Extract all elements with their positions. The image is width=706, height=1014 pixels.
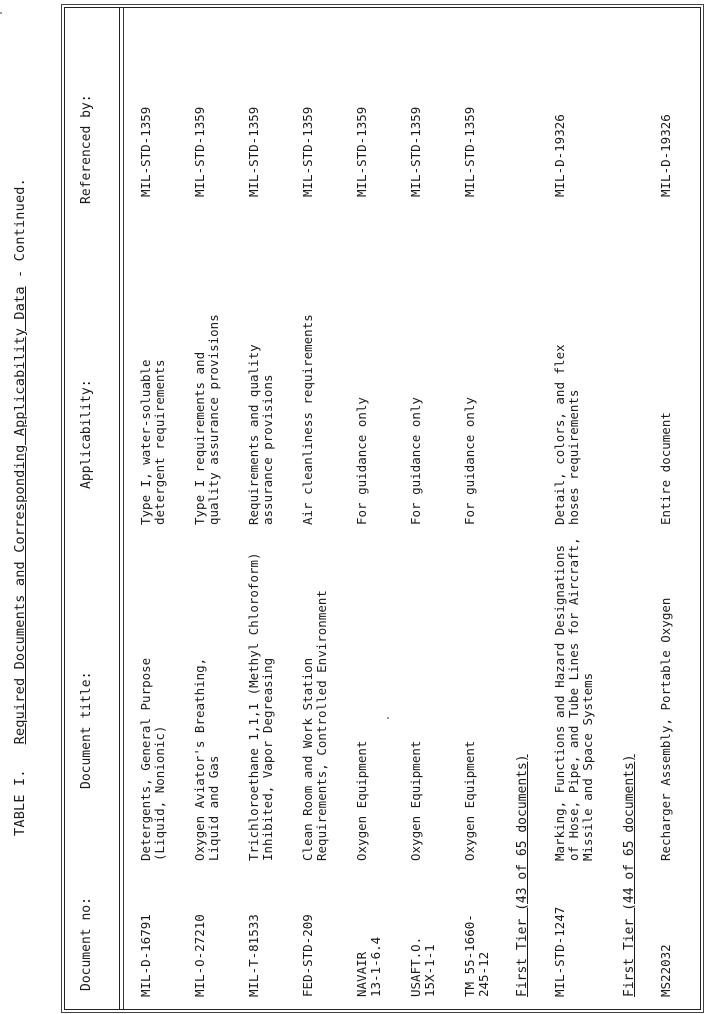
header-document-title: Document title: [79, 671, 94, 789]
table-row-tier1-applicability: Detail, colors, and flex hoses requirements [552, 344, 581, 525]
table-row-6-applicability: For guidance only [408, 397, 423, 525]
header-rule-double [123, 8, 124, 1009]
table-row-1-doc-no: MIL-D-16791 [138, 914, 153, 997]
table-row-tier2-doc-title: Recharger Assembly, Portable Oxygen [658, 597, 673, 861]
header-rule [119, 8, 120, 1009]
table-row-2-doc-no: MIL-O-27210 [192, 914, 207, 997]
table-row-5-applicability: For guidance only [354, 397, 369, 525]
table-row-2-doc-title: Oxygen Aviator's Breathing, Liquid and Gas [192, 657, 221, 861]
table-row-1-referenced-by: MIL-STD-1359 [138, 106, 153, 197]
table-row-6-doc-title: Oxygen Equipment [408, 740, 423, 861]
tier-heading-44: First Tier (44 of 65 documents) [622, 754, 637, 997]
table-caption [12, 0, 28, 1014]
table-row-1-applicability: Type I, water-soluable detergent requirements [138, 359, 167, 525]
scan-speck-margin [0, 12, 2, 14]
table-row-7-doc-title: Oxygen Equipment [462, 740, 477, 861]
table-row-1-doc-title: Detergents, General Purpose (Liquid, Nonionic) [138, 657, 167, 861]
scan-speck [387, 717, 389, 719]
caption-prefix: TABLE I. [12, 769, 28, 836]
table-row-2-referenced-by: MIL-STD-1359 [192, 106, 207, 197]
header-applicability: Applicability: [79, 379, 94, 489]
table-row-3-applicability: Requirements and quality assurance provisions [246, 344, 275, 525]
table-row-6-doc-no: USAFT.O. 15X-1-1 [408, 936, 437, 997]
table-row-tier2-applicability: Entire document [658, 412, 673, 525]
tier-heading-43: First Tier (43 of 65 documents) [515, 754, 530, 997]
table-row-3-referenced-by: MIL-STD-1359 [246, 106, 261, 197]
table-row-4-referenced-by: MIL-STD-1359 [300, 106, 315, 197]
table-row-7-doc-no: TM 55-1660- 245-12 [462, 914, 491, 997]
table-row-5-doc-title: Oxygen Equipment [354, 740, 369, 861]
header-referenced-by: Referenced by: [79, 94, 94, 204]
table-row-tier1-doc-title: Marking, Functions and Hazard Designations of Hose, Pipe, and Tube Lines for Aircraft, Missile and Space Systems [552, 537, 595, 861]
table-row-6-referenced-by: MIL-STD-1359 [408, 106, 423, 197]
table-row-4-doc-no: FED-STD-209 [300, 914, 315, 997]
table-row-5-doc-no: NAVAIR 13-1-6.4 [354, 936, 383, 997]
caption-title: Required Documents and Corresponding Applicability Data [12, 286, 28, 745]
table-row-3-doc-no: MIL-T-81533 [246, 914, 261, 997]
table-frame [64, 7, 701, 1010]
table-row-7-referenced-by: MIL-STD-1359 [462, 106, 477, 197]
table-row-tier1-doc-no: MIL-STD-1247 [552, 906, 567, 997]
table-row-4-applicability: Air cleanliness requirements [300, 314, 315, 525]
table-row-tier2-referenced-by: MIL-D-19326 [658, 114, 673, 197]
table-row-tier1-referenced-by: MIL-D-19326 [552, 114, 567, 197]
table-row-2-applicability: Type I requirements and quality assurance provisions [192, 314, 221, 525]
table-row-7-applicability: For guidance only [462, 397, 477, 525]
header-document-no: Document no: [79, 897, 94, 991]
table-row-tier2-doc-no: MS22032 [658, 944, 673, 997]
table-row-3-doc-title: Trichloroethane 1,1,1 (Methyl Chloroform) Inhibited, Vapor Degreasing [246, 552, 275, 861]
table-row-5-referenced-by: MIL-STD-1359 [354, 106, 369, 197]
table-row-4-doc-title: Clean Room and Work Station Requirements, Controlled Environment [300, 590, 329, 861]
caption-suffix: - Continued. [12, 178, 28, 278]
